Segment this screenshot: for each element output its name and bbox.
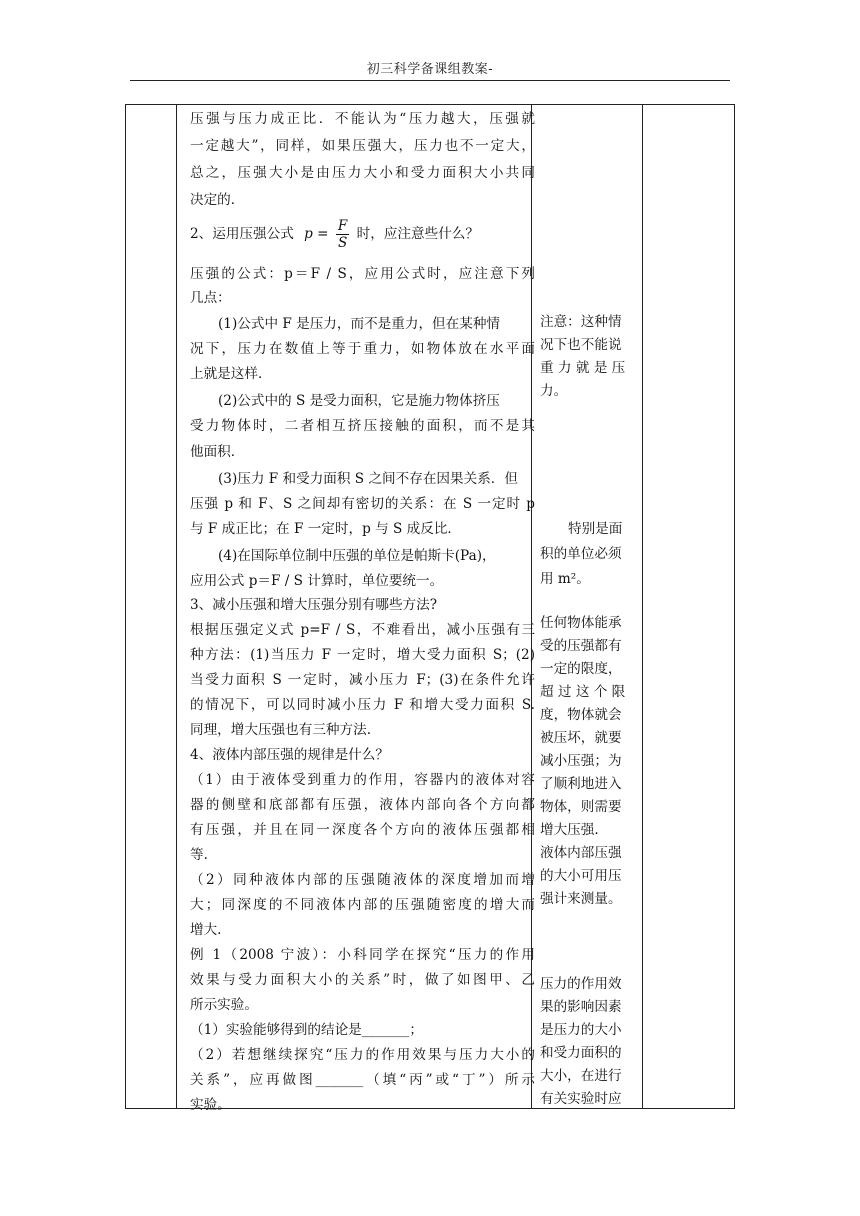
note-line: 减小压强；为: [540, 753, 622, 769]
text-line: 的情况下，可以同时减小压力 F 和增大受力面积 S.: [190, 697, 535, 713]
note-line: 果的影响因素: [540, 999, 622, 1015]
note-line: 压力的作用效: [540, 976, 622, 992]
text-line: 关系”，应再做图_______（填“丙”或“丁”）所示: [190, 1072, 535, 1088]
note-line: 大小，在进行: [540, 1068, 622, 1084]
text-line: 实验。: [190, 1097, 231, 1113]
note-line: 一定的限度，: [540, 661, 622, 677]
note-line: 强计来测量。: [540, 891, 622, 907]
note-line: 超 过 这 个 限: [540, 684, 626, 700]
question-4-heading: 4、液体内部压强的规律是什么？: [190, 747, 389, 763]
text-line: 所示实验。: [190, 997, 258, 1013]
text-line: 上就是这样．: [190, 366, 272, 382]
note-line: 积的单位必须: [540, 546, 622, 562]
note-line: 注意：这种情: [540, 314, 622, 330]
text-line: 总之，压强大小是由压力大小和受力面积大小共同: [190, 165, 535, 181]
text-line: (3)压力 F 和受力面积 S 之间不存在因果关系．但: [218, 471, 518, 487]
text-line: （1）实验能够得到的结论是_______；: [190, 1022, 423, 1038]
text-line: 大；同深度的不同液体内部的压强随密度的增大而: [190, 897, 535, 913]
note-line: 增大压强.: [540, 822, 599, 838]
text-line: 等.: [190, 847, 208, 863]
text-line: 根据压强定义式 p=F / S，不难看出，减小压强有三: [190, 622, 535, 638]
text-line: 压强的公式：p＝F / S，应用公式时，应注意下列: [190, 266, 535, 282]
header-divider: [130, 80, 730, 81]
example-1-heading: 例 1（2008 宁波）：小科同学在探究“压力的作用: [190, 947, 535, 963]
text-line: 受力物体时，二者相互挤压接触的面积，而不是其: [190, 418, 535, 434]
column-divider-1: [176, 105, 177, 1108]
text-line: (4)在国际单位制中压强的单位是帕斯卡(Pa)，: [218, 548, 496, 564]
note-line: 的大小可用压: [540, 868, 622, 884]
note-line: 了顺利地进入: [540, 776, 622, 792]
text-line: （2）同种液体内部的压强随液体的深度增加而增: [190, 872, 535, 888]
text-line: （1）由于液体受到重力的作用，容器内的液体对容: [190, 772, 535, 788]
formula-numerator: F: [337, 218, 348, 234]
note-line: 特别是面: [568, 521, 623, 537]
note-line: 和受力面积的: [540, 1045, 622, 1061]
text-line: 压强 p 和 F、S 之间却有密切的关系：在 S 一定时 p: [190, 496, 535, 512]
text-line: 种方法：(1)当压力 F 一定时，增大受力面积 S；(2): [190, 647, 535, 663]
text-line: 当受力面积 S 一定时，减小压力 F；(3)在条件允许: [190, 672, 535, 688]
text-line: 增大.: [190, 922, 222, 938]
text-line: 几点：: [190, 290, 231, 306]
note-line: 重 力 就 是 压: [540, 360, 626, 376]
question-2: [190, 214, 479, 254]
text-line: 有压强，并且在同一深度各个方向的液体压强都相: [190, 822, 535, 838]
pressure-formula-fraction: [336, 218, 349, 251]
text-line: 器的侧壁和底部都有压强，液体内部向各个方向都: [190, 797, 535, 813]
note-line: 物体，则需要: [540, 799, 622, 815]
note-line: 任何物体能承: [540, 615, 622, 631]
note-line: 受的压强都有: [540, 638, 622, 654]
text-line: 决定的．: [190, 192, 245, 208]
page-header-title: 初三科学备课组教案-: [366, 62, 494, 77]
text-line: 他面积．: [190, 444, 245, 460]
text-line: 同理，增大压强也有三种方法.: [190, 722, 372, 738]
text-line: (2)公式中的 S 是受力面积，它是施力物体挤压: [218, 393, 500, 409]
note-line: 液体内部压强: [540, 845, 622, 861]
formula-denominator: S: [337, 235, 348, 251]
text-line: 应用公式 p＝F / S 计算时，单位要统一。: [190, 573, 444, 589]
note-line: 有关实验时应: [540, 1091, 622, 1107]
formula-equals: =: [317, 226, 329, 242]
text-line: 况下，压力在数值上等于重力，如物体放在水平面: [190, 341, 535, 357]
question-2-suffix: 时，应注意些什么？: [356, 226, 479, 242]
formula-p: p: [304, 226, 313, 242]
note-line: 用 m²。: [540, 571, 590, 587]
column-divider-3: [642, 105, 643, 1108]
question-2-prefix: 2、运用压强公式: [190, 226, 294, 242]
text-line: 一定越大”，同样，如果压强大，压力也不一定大，: [190, 138, 535, 154]
text-line: （2）若想继续探究“压力的作用效果与压力大小的: [190, 1047, 535, 1063]
text-line: 与 F 成正比；在 F 一定时，p 与 S 成反比．: [190, 521, 462, 537]
note-line: 度，物体就会: [540, 707, 622, 723]
note-line: 是压力的大小: [540, 1022, 622, 1038]
lesson-table: [125, 104, 735, 1113]
note-line: 况下也不能说: [540, 337, 622, 353]
text-line: 效果与受力面积大小的关系”时，做了如图甲、乙: [190, 972, 535, 988]
question-3-heading: 3、减小压强和增大压强分别有哪些方法?: [190, 597, 438, 613]
text-line: (1)公式中 F 是压力，而不是重力，但在某种情: [218, 316, 501, 332]
text-line: 压强与压力成正比．不能认为“压力越大，压强就: [190, 111, 535, 127]
note-line: 被压坏，就要: [540, 730, 622, 746]
note-line: 力。: [540, 383, 568, 399]
